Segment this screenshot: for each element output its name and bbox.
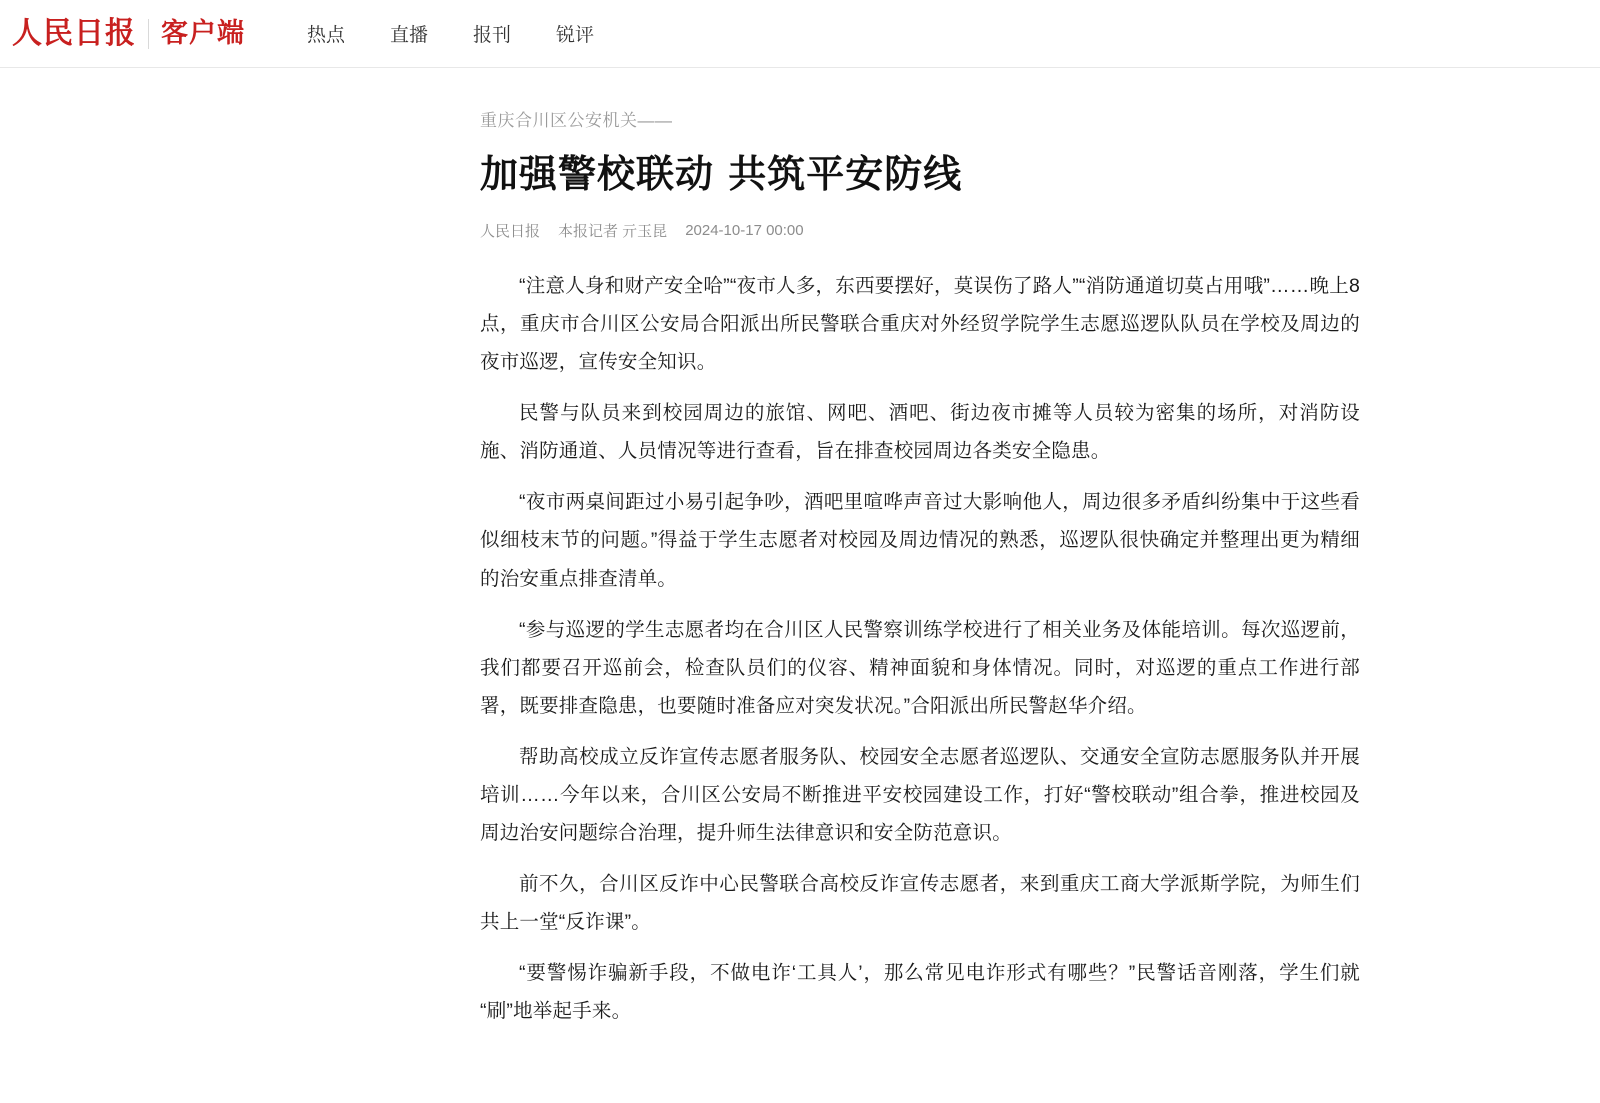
article-paragraph: “参与巡逻的学生志愿者均在合川区人民警察训练学校进行了相关业务及体能培训。每次巡逻前，我们都要召开巡前会，检查队员们的仪容、精神面貌和身体情况。同时，对巡逻的重点工作进行部署，既要排查隐患，也要随时准备应对突发状况。”合阳派出所民警赵华介绍。: [480, 618, 1360, 717]
byline-source: 人民日报: [480, 223, 541, 241]
brand-logo-group[interactable]: [12, 15, 245, 51]
main-nav: [307, 20, 639, 47]
article-kicker: 重庆合川区公安机关——: [480, 111, 673, 130]
page-wrapper: [0, 68, 1600, 1103]
article-paragraph: “要警惕诈骗新手段，不做电诈‘工具人’，那么常见电诈形式有哪些？”民警话音刚落，学生们就“刷”地举起手来。: [480, 961, 1360, 1022]
peoples-daily-logo[interactable]: 人民日报: [12, 15, 136, 51]
article-paragraph: 民警与队员来到校园周边的旅馆、网吧、酒吧、街边夜市摊等人员较为密集的场所，对消防设施、消防通道、人员情况等进行查看，旨在排查校园周边各类安全隐患。: [480, 402, 1360, 463]
page-title: 加强警校联动 共筑平安防线: [480, 151, 963, 196]
nav-item-commentary[interactable]: 锐评: [556, 25, 595, 46]
byline-timestamp: 2024-10-17 00:00: [685, 222, 804, 240]
article-paragraph: 帮助高校成立反诈宣传志愿者服务队、校园安全志愿者巡逻队、交通安全宣防志愿服务队并开展培训……今年以来，合川区公安局不断推进平安校园建设工作，打好“警校联动”组合拳，推进校园及周边治安问题综合治理，提升师生法律意识和安全防范意识。: [480, 745, 1360, 844]
nav-item-hot[interactable]: 热点: [307, 25, 346, 46]
article-paragraph: “夜市两桌间距过小易引起争吵，酒吧里喧哗声音过大影响他人，周边很多矛盾纠纷集中于这些看似细枝末节的问题。”得益于学生志愿者对校园及周边情况的熟悉，巡逻队很快确定并整理出更为精细的治安重点排查清单。: [480, 491, 1360, 590]
article-paragraph: “注意人身和财产安全哈”“夜市人多，东西要摆好，莫误伤了路人”“消防通道切莫占用哦”……晚上8点，重庆市合川区公安局合阳派出所民警联合重庆对外经贸学院学生志愿巡逻队队员在学校及周边的夜市巡逻，宣传安全知识。: [480, 275, 1360, 374]
brand-subtitle[interactable]: 客户端: [161, 18, 245, 48]
article-paragraph: 前不久，合川区反诈中心民警联合高校反诈宣传志愿者，来到重庆工商大学派斯学院，为师生们共上一堂“反诈课”。: [480, 872, 1360, 933]
brand-divider: [148, 19, 149, 49]
byline-author: 本报记者 亓玉昆: [558, 223, 668, 241]
nav-item-live[interactable]: 直播: [390, 25, 429, 46]
article-container: [480, 68, 1360, 1103]
article-body: [480, 267, 1360, 1029]
nav-item-press[interactable]: 报刊: [473, 25, 512, 46]
article-byline: [480, 220, 1360, 241]
site-header: [0, 0, 1600, 68]
